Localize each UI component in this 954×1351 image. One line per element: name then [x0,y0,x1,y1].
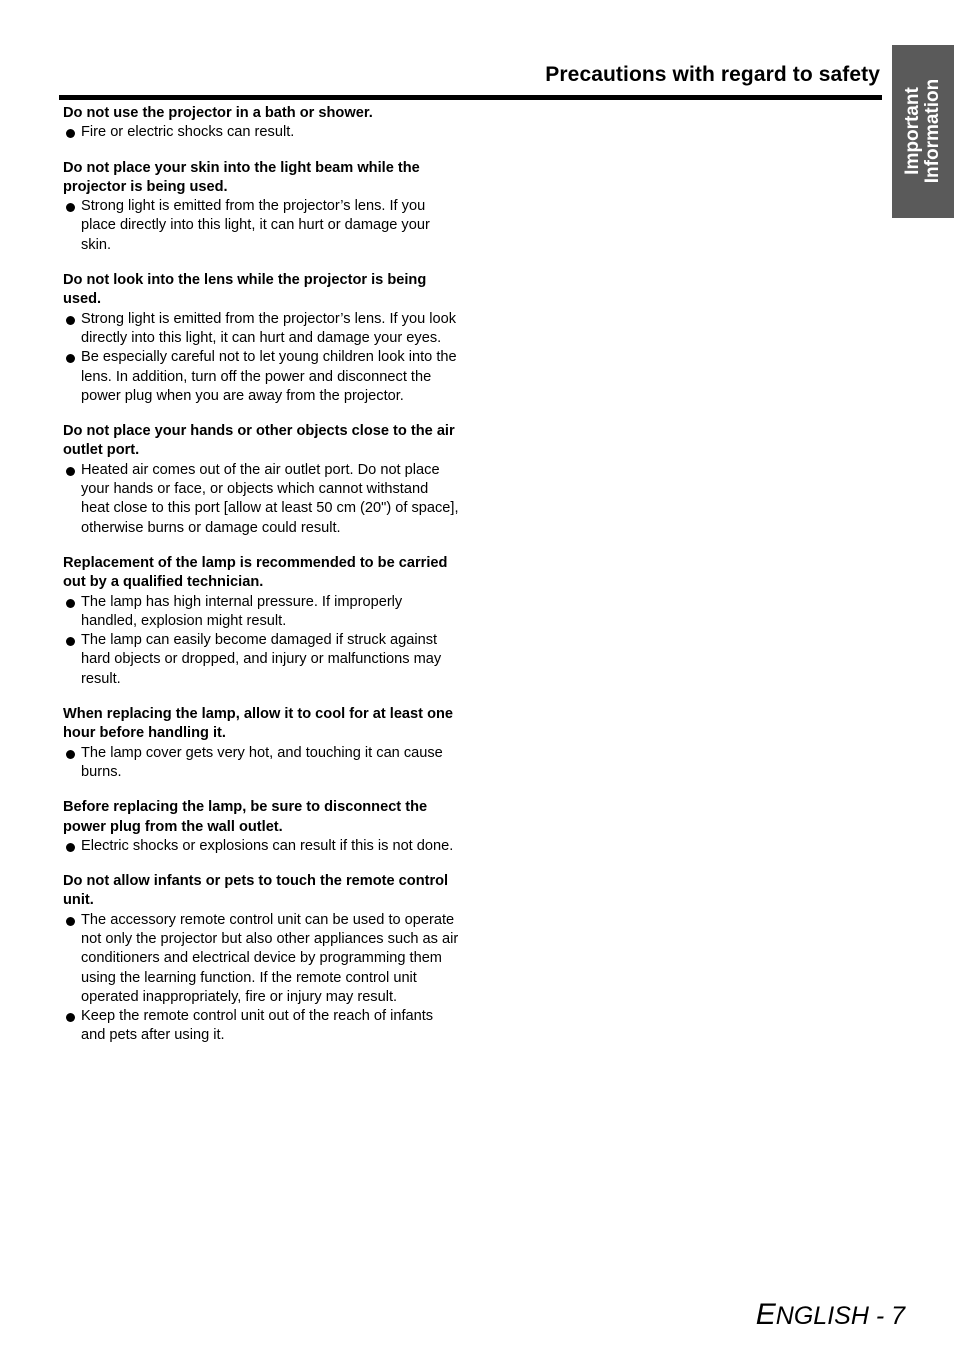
bullet-text: The accessory remote control unit can be used to operate not only the projector but also other appliances such as air conditioners and electrical device by programming them using the learning function. If the remote control unit operated inappropriately, fire or injury may result. [81,911,459,1005]
bullet-dot-icon [66,467,75,476]
side-tab-line-2: Information [922,78,943,184]
bullet-text: Keep the remote control unit out of the reach of infants and pets after using it. [81,1008,434,1044]
bullet-dot-icon [66,203,75,212]
precaution-heading: Do not place your hands or other objects close to the air outlet port. [63,423,455,459]
bullet-dot-icon [66,917,75,926]
bullet-text: Heated air comes out of the air outlet port. Do not place your hands or face, or objects which cannot withstand heat close to this port [allow at least 50 cm (20") of space], otherwise burns or damage could result. [81,461,459,536]
precaution-heading: Do not look into the lens while the projector is being used. [63,272,427,308]
precaution-bullet [63,461,459,538]
precaution-section [63,104,459,143]
precaution-heading: Replacement of the lamp is recommended to be carried out by a qualified technician. [63,554,448,591]
precaution-bullet [63,631,459,689]
precaution-heading: Before replacing the lamp, be sure to disconnect the power plug from the wall outlet. [63,799,428,835]
precaution-section [63,798,459,856]
precaution-bullet [63,1007,459,1046]
precaution-section [63,159,459,255]
page-footer [756,1298,905,1332]
precaution-section [63,271,459,406]
bullet-dot-icon [66,354,75,363]
precaution-bullet [63,123,459,142]
precaution-heading: Do not use the projector in a bath or shower. [63,105,373,121]
precaution-section [63,705,459,782]
bullet-dot-icon [66,599,75,608]
page-header [59,60,882,102]
bullet-dot-icon [66,316,75,325]
footer-page-label: NGLISH - 7 [775,1302,905,1330]
header-rule [59,95,882,100]
precaution-bullet [63,197,459,255]
bullet-text: Strong light is emitted from the projector’s lens. If you look directly into this light, it can hurt and damage your eyes. [81,310,457,346]
bullet-text: The lamp has high internal pressure. If improperly handled, explosion might result. [81,593,403,629]
precautions-list [63,104,459,1062]
precaution-section [63,554,459,689]
precaution-heading: Do not place your skin into the light beam while the projector is being used. [63,159,420,195]
footer-initial: E [755,1298,776,1331]
bullet-dot-icon [66,129,75,138]
precaution-bullet [63,593,459,632]
bullet-text: Be especially careful not to let young children look into the lens. In addition, turn off the power and disconnect the power plug when you are away from the projector. [81,349,457,404]
bullet-text: The lamp can easily become damaged if struck against hard objects or dropped, and injury or malfunctions may result. [81,632,442,687]
bullet-dot-icon [66,637,75,646]
section-side-tab [892,45,954,218]
precaution-section [63,872,459,1046]
bullet-dot-icon [66,750,75,759]
precaution-bullet [63,310,459,349]
precaution-section [63,422,459,538]
side-tab-label [903,79,943,184]
bullet-dot-icon [66,843,75,852]
side-tab-line-1: Important [902,87,923,175]
precaution-bullet [63,348,459,406]
precaution-heading: When replacing the lamp, allow it to cool for at least one hour before handling it. [63,706,454,742]
bullet-text: Fire or electric shocks can result. [81,124,295,141]
precaution-bullet [63,911,459,1007]
page-title: Precautions with regard to safety [545,63,880,86]
bullet-dot-icon [66,1013,75,1022]
precaution-heading: Do not allow infants or pets to touch the remote control unit. [63,873,449,909]
bullet-text: Electric shocks or explosions can result if this is not done. [81,837,454,854]
bullet-text: The lamp cover gets very hot, and touching it can cause burns. [81,744,443,780]
precaution-bullet [63,837,459,856]
precaution-bullet [63,744,459,783]
bullet-text: Strong light is emitted from the projector’s lens. If you place directly into this light, it can hurt or damage your skin. [81,198,430,253]
